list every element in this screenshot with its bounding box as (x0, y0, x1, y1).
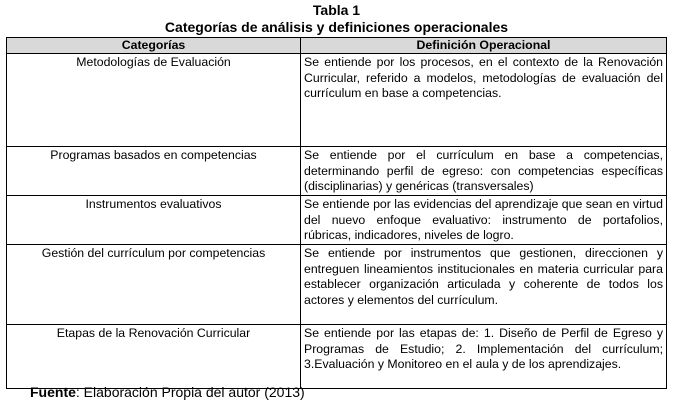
category-cell: Etapas de la Renovación Curricular (7, 325, 301, 389)
definition-cell: Se entiende por las evidencias del aprendizaje que sean en virtud del nuevo enfoque evaluativo: instrumento de portafolios, rúbricas, indicadores, niveles de logro. (301, 196, 667, 245)
header-categorias: Categorías (7, 38, 301, 54)
source-label: Fuente (30, 384, 76, 400)
header-definicion-operacional: Definición Operacional (301, 38, 667, 54)
table-row (7, 147, 667, 196)
source-note (30, 384, 305, 401)
table-row (7, 325, 667, 389)
definition-cell: Se entiende por las etapas de: 1. Diseño de Perfil de Egreso y Programas de Estudio; 2. Implementación del currículum; 3.Evaluación y Monitoreo en el aula y de los aprendizajes. (301, 325, 667, 389)
definition-cell: Se entiende por instrumentos que gestionen, direccionen y entreguen lineamientos institucionales en materia curricular para establecer organización articulada y coherente de todos los actores y elementos del currículum. (301, 245, 667, 325)
table-row (7, 245, 667, 325)
categories-table (6, 37, 667, 389)
definition-cell: Se entiende por los procesos, en el contexto de la Renovación Curricular, referido a modelos, metodologías de evaluación del currículum en base a competencias. (301, 54, 667, 147)
category-cell: Gestión del currículum por competencias (7, 245, 301, 325)
table-header-row (7, 38, 667, 54)
table-row (7, 54, 667, 147)
table-number: Tabla 1 (312, 2, 361, 18)
category-cell: Programas basados en competencias (7, 147, 301, 196)
table-caption: Categorías de análisis y definiciones operacionales (164, 19, 509, 35)
category-cell: Metodologías de Evaluación (7, 54, 301, 147)
table-row (7, 196, 667, 245)
definition-cell: Se entiende por el currículum en base a competencias, determinando perfil de egreso: con competencias específicas (disciplinarias) y genéricas (transversales) (301, 147, 667, 196)
category-cell: Instrumentos evaluativos (7, 196, 301, 245)
source-text: : Elaboración Propia del autor (2013) (75, 384, 305, 400)
